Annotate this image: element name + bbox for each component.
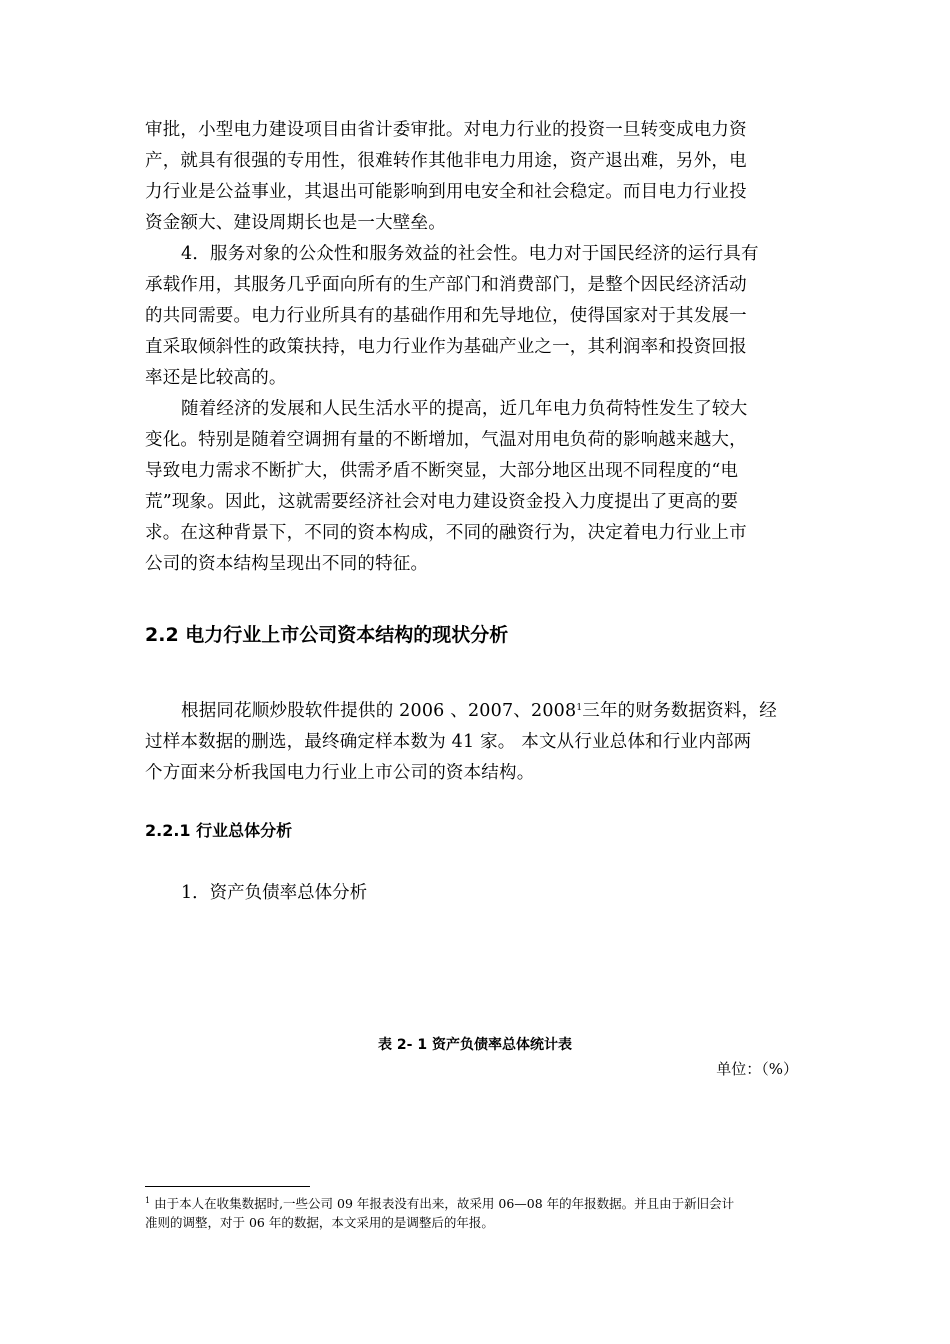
paragraph-public-service <box>145 239 810 394</box>
paragraph-line: 公司的资本结构呈现出不同的特征。 <box>145 554 429 574</box>
paragraph-line: 过样本数据的删选，最终确定样本数为 41 家。 本文从行业总体和行业内部两 <box>145 732 752 752</box>
footnote-separator <box>145 1186 310 1187</box>
paragraph-line: 随着经济的发展和人民生活水平的提高，近几年电力负荷特性发生了较大 <box>181 399 748 419</box>
section-heading: 2.2 电力行业上市公司资本结构的现状分析 <box>145 624 509 646</box>
paragraph-line: 产，就具有很强的专用性，很难转作其他非电力用途，资产退出难，另外，电 <box>145 151 747 171</box>
footnote-line: 准则的调整，对于 06 年的数据，本文采用的是调整后的年报。 <box>145 1215 494 1230</box>
table-caption: 表 2- 1 资产负债率总体统计表 <box>378 1037 572 1053</box>
paragraph-line: 求。在这种背景下，不同的资本构成，不同的融资行为，决定着电力行业上市 <box>145 523 747 543</box>
paragraph-line: 力行业是公益事业，其退出可能影响到用电安全和社会稳定。而目电力行业投 <box>145 182 747 202</box>
paragraph-line: 资金额大、建设周期长也是一大壁垒。 <box>145 213 446 233</box>
paragraph-data-source <box>145 696 810 789</box>
text-run: 根据同花顺炒股软件提供的 2006 、2007、2008 <box>181 701 577 721</box>
footnote-marker: 1 <box>145 1196 151 1205</box>
paragraph-demand-change <box>145 394 810 580</box>
list-item: 1．资产负债率总体分析 <box>181 883 368 903</box>
paragraph-line: 率还是比较高的。 <box>145 368 287 388</box>
paragraph-line: 直采取倾斜性的政策扶持，电力行业作为基础产业之一，其利润率和投资回报 <box>145 337 747 357</box>
paragraph-line: 的共同需要。电力行业所具有的基础作用和先导地位，使得国家对于其发展一 <box>145 306 747 326</box>
text-run: 三年的财务数据资料，经 <box>582 701 777 721</box>
paragraph-line: 变化。特别是随着空调拥有量的不断增加，气温对用电负荷的影响越来越大， <box>145 430 747 450</box>
paragraph-line: 荒”现象。因此，这就需要经济社会对电力建设资金投入力度提出了更高的要 <box>145 492 739 512</box>
footnote-reference[interactable]: 1 <box>576 703 583 713</box>
footnote-line <box>145 1194 810 1213</box>
paragraph-line: 4．服务对象的公众性和服务效益的社会性。电力对于国民经济的运行具有 <box>181 244 759 264</box>
paragraph-barriers <box>145 115 810 239</box>
paragraph-line: 导致电力需求不断扩大，供需矛盾不断突显，大部分地区出现不同程度的“电 <box>145 461 739 481</box>
subsection-heading: 2.2.1 行业总体分析 <box>145 821 293 840</box>
paragraph-line <box>145 696 810 727</box>
footnote-text: 由于本人在收集数据时,一些公司 09 年报表没有出来，故采用 06—08 年的年报数据。并且由于新旧会计 <box>150 1196 735 1211</box>
table-unit: 单位：（%） <box>716 1060 798 1078</box>
paragraph-line: 审批，小型电力建设项目由省计委审批。对电力行业的投资一旦转变成电力资 <box>145 120 747 140</box>
paragraph-line: 承载作用，其服务几乎面向所有的生产部门和消费部门，是整个因民经济活动 <box>145 275 747 295</box>
footnote <box>145 1194 810 1232</box>
paragraph-line: 个方面来分析我国电力行业上市公司的资本结构。 <box>145 763 535 783</box>
